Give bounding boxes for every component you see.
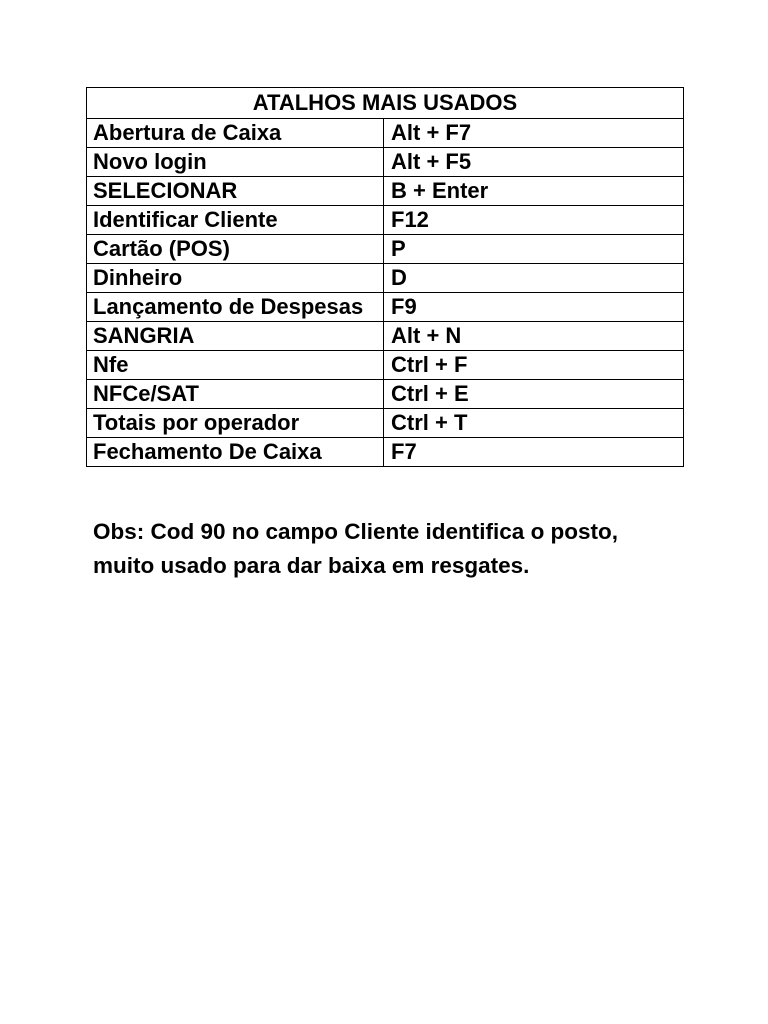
action-cell: Identificar Cliente (87, 206, 384, 235)
shortcut-cell: D (384, 264, 684, 293)
action-cell: Fechamento De Caixa (87, 438, 384, 467)
shortcut-cell: Ctrl + F (384, 351, 684, 380)
shortcut-cell: F12 (384, 206, 684, 235)
shortcut-cell: P (384, 235, 684, 264)
table-row (87, 206, 684, 235)
action-cell: Totais por operador (87, 409, 384, 438)
action-cell: SELECIONAR (87, 177, 384, 206)
table-row (87, 235, 684, 264)
action-cell: Lançamento de Despesas (87, 293, 384, 322)
table-row (87, 119, 684, 148)
table-row (87, 409, 684, 438)
shortcut-cell: Alt + F5 (384, 148, 684, 177)
action-cell: Abertura de Caixa (87, 119, 384, 148)
shortcut-cell: B + Enter (384, 177, 684, 206)
action-cell: Nfe (87, 351, 384, 380)
action-cell: NFCe/SAT (87, 380, 384, 409)
action-cell: Dinheiro (87, 264, 384, 293)
table-row (87, 177, 684, 206)
shortcut-cell: Alt + N (384, 322, 684, 351)
action-cell: Novo login (87, 148, 384, 177)
table-row (87, 264, 684, 293)
table-row (87, 380, 684, 409)
table-row (87, 293, 684, 322)
shortcuts-table (86, 87, 684, 467)
shortcut-cell: F9 (384, 293, 684, 322)
shortcut-cell: Ctrl + E (384, 380, 684, 409)
table-row (87, 351, 684, 380)
shortcut-cell: Alt + F7 (384, 119, 684, 148)
shortcut-cell: Ctrl + T (384, 409, 684, 438)
observation-note: Obs: Cod 90 no campo Cliente identifica o posto, muito usado para dar baixa em resgates. (93, 519, 619, 578)
shortcut-cell: F7 (384, 438, 684, 467)
table-row (87, 438, 684, 467)
table-title: ATALHOS MAIS USADOS (87, 88, 684, 119)
table-row (87, 148, 684, 177)
table-row (87, 322, 684, 351)
action-cell: Cartão (POS) (87, 235, 384, 264)
action-cell: SANGRIA (87, 322, 384, 351)
table-header-row (87, 88, 684, 119)
